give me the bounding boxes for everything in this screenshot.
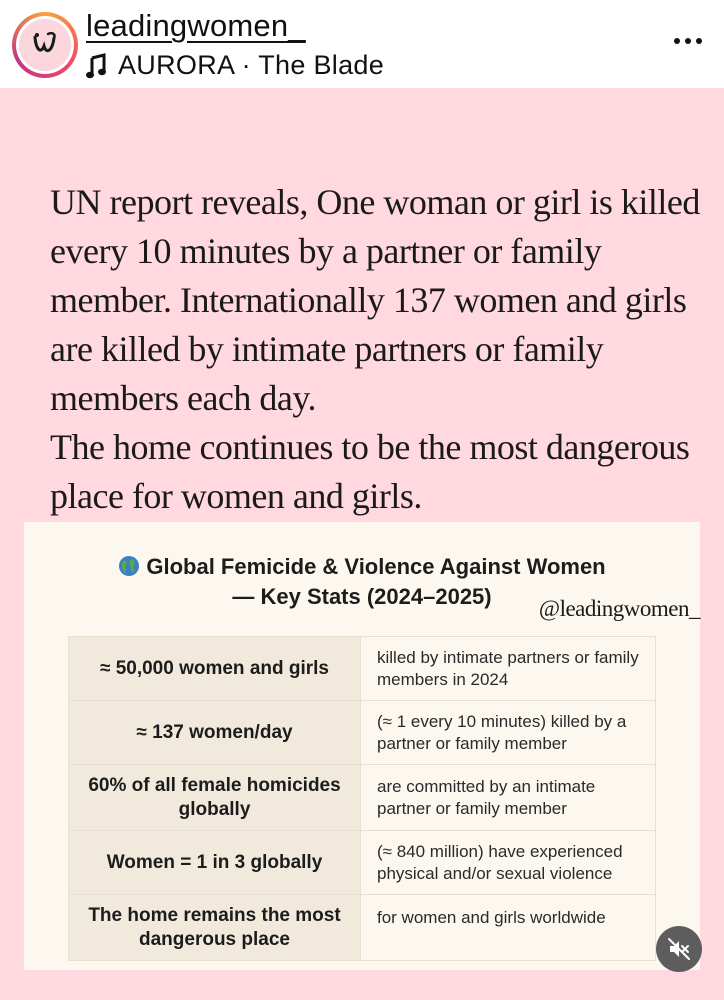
headline-paragraph: UN report reveals, One woman or girl is killed every 10 minutes by a partner or family member. Internationally 137 women and girls are killed by intimate partners or family members each day.	[50, 182, 700, 418]
stat-value: are committed by an intimate partner or family member	[361, 765, 656, 831]
stats-table	[68, 636, 656, 961]
table-row	[69, 895, 656, 961]
story-ring[interactable]	[12, 12, 78, 78]
stat-key: ≈ 50,000 women and girls	[69, 637, 361, 701]
avatar[interactable]	[16, 16, 74, 74]
watermark: @leadingwomen_	[538, 596, 700, 621]
more-options-icon[interactable]	[674, 38, 702, 44]
post-headline	[50, 178, 700, 521]
table-row	[69, 701, 656, 765]
stats-card-title-line1: Global Femicide & Violence Against Women	[146, 554, 606, 579]
stat-key: The home remains the most dangerous place	[69, 895, 361, 961]
post-header	[0, 0, 724, 88]
music-track-label: AURORA · The Blade	[118, 50, 385, 80]
stat-key: 60% of all female homicides globally	[69, 765, 361, 831]
mute-toggle-button[interactable]	[656, 926, 702, 972]
headline-paragraph: The home continues to be the most dangerous place for women and girls.	[50, 427, 690, 516]
stat-key: ≈ 137 women/day	[69, 701, 361, 765]
stat-value: (≈ 1 every 10 minutes) killed by a partner or family member	[361, 701, 656, 765]
globe-icon	[118, 555, 140, 577]
music-note-icon	[86, 52, 108, 80]
speaker-muted-icon	[667, 937, 691, 961]
username-link[interactable]: leadingwomen_	[86, 8, 306, 43]
stat-value: for women and girls worldwide	[361, 895, 656, 961]
stats-card-title-line2: — Key Stats (2024–2025)	[232, 584, 492, 609]
leadingwomen-logo-icon	[19, 19, 71, 71]
stat-value: (≈ 840 million) have experienced physical and/or sexual violence	[361, 831, 656, 895]
stat-value: killed by intimate partners or family members in 2024	[361, 637, 656, 701]
stats-card	[24, 522, 700, 970]
music-attribution[interactable]	[86, 50, 384, 81]
table-row	[69, 831, 656, 895]
table-row	[69, 637, 656, 701]
stat-key: Women = 1 in 3 globally	[69, 831, 361, 895]
table-row	[69, 765, 656, 831]
